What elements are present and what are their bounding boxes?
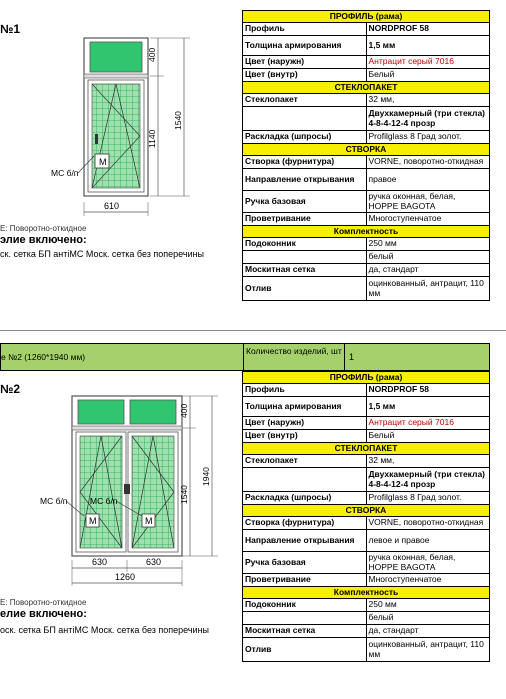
spec-value: 32 мм, — [366, 455, 490, 468]
spec-value: 1,5 мм — [366, 36, 490, 56]
spec-label: Профиль — [243, 23, 367, 36]
spec-label: Направление открывания — [243, 530, 367, 552]
dim-total: 1540 — [173, 111, 183, 130]
spec-value: Антрацит серый 7016 — [366, 417, 490, 430]
spec-row — [243, 517, 490, 530]
transom-glass — [90, 42, 142, 72]
spec-value: Антрацит серый 7016 — [366, 56, 490, 69]
spec-value: Многоступенчатое — [366, 213, 490, 226]
spec-row — [243, 56, 490, 69]
mc-label: МС б/п — [40, 496, 68, 506]
spec-label: Проветривание — [243, 213, 367, 226]
spec-row — [243, 625, 490, 638]
section-header-text: СТЕКЛОПАКЕТ — [243, 443, 490, 455]
section-header-text: СТВОРКА — [243, 505, 490, 517]
dim-right: 630 — [146, 557, 162, 567]
dim-left: 630 — [92, 557, 108, 567]
spec-label: Профиль — [243, 384, 367, 397]
mosquito-label: М — [145, 516, 153, 526]
spec-row — [243, 384, 490, 397]
spec-value: NORDPROF 58 — [366, 23, 490, 36]
spec-label — [243, 251, 367, 264]
spec-row — [243, 213, 490, 226]
spec-row — [243, 552, 490, 574]
spec-row — [243, 191, 490, 213]
spec-value: белый — [366, 612, 490, 625]
dim-width: 610 — [104, 201, 120, 211]
spec-label: Толщина армирования — [243, 36, 367, 56]
spec-value: Белый — [366, 69, 490, 82]
spec-label: Подоконник — [243, 599, 367, 612]
spec-row — [243, 238, 490, 251]
spec-label — [243, 468, 367, 492]
spec-row — [243, 417, 490, 430]
spec-row — [243, 455, 490, 468]
spec-value: белый — [366, 251, 490, 264]
spec-value: Profilglass 8 Град золот. — [366, 492, 490, 505]
section-header-text: Комплектность — [243, 587, 490, 599]
spec-label: Стеклопакет — [243, 94, 367, 107]
spec-value: Двухкамерный (три стекла) 4-8-4-12-4 прозр — [366, 107, 490, 131]
spec-section-header — [243, 587, 490, 599]
sash-glass — [92, 84, 140, 188]
item-caption: е №2 (1260*1940 мм) — [1, 352, 86, 362]
dim-top: 400 — [179, 403, 189, 418]
spec-label — [243, 107, 367, 131]
spec-label: Направление открывания — [243, 169, 367, 191]
spec-label: Раскладка (шпросы) — [243, 131, 367, 144]
spec-section-header — [243, 505, 490, 517]
spec-label: Цвет (наружн) — [243, 56, 367, 69]
spec-row — [243, 264, 490, 277]
transom-glass-left — [78, 400, 124, 424]
spec-table-1 — [242, 10, 490, 301]
spec-label: Цвет (наружн) — [243, 417, 367, 430]
spec-value: оцинкованный, антрацит, 110 мм — [366, 277, 490, 301]
spec-value: левое и правое — [366, 530, 490, 552]
spec-value: Многоступенчатое — [366, 574, 490, 587]
spec-row — [243, 23, 490, 36]
order-panel-2 — [0, 340, 506, 699]
qty-value: 1 — [349, 352, 355, 362]
spec-row — [243, 156, 490, 169]
spec-row — [243, 612, 490, 625]
spec-label — [243, 612, 367, 625]
spec-row — [243, 169, 490, 191]
spec-label: Створка (фурнитура) — [243, 156, 367, 169]
opening-type-note: Е: Поворотно-откидное — [0, 598, 87, 607]
spec-section-header — [243, 372, 490, 384]
mosquito-label: М — [89, 516, 97, 526]
spec-row — [243, 430, 490, 443]
spec-label: Подоконник — [243, 238, 367, 251]
spec-value: 32 мм, — [366, 94, 490, 107]
dim-top: 400 — [147, 47, 157, 62]
spec-label: Отлив — [243, 277, 367, 301]
spec-row — [243, 468, 490, 492]
handle-icon — [124, 484, 130, 494]
spec-value: правое — [366, 169, 490, 191]
spec-row — [243, 574, 490, 587]
spec-value: Белый — [366, 430, 490, 443]
spec-row — [243, 397, 490, 417]
spec-label: Ручка базовая — [243, 552, 367, 574]
mc-label: МС б/п — [51, 168, 79, 178]
dim-middle: 1140 — [147, 129, 157, 148]
spec-value: 250 мм — [366, 238, 490, 251]
qty-label: Количество изделий, шт — [243, 344, 345, 370]
spec-label: Раскладка (шпросы) — [243, 492, 367, 505]
section-header-text: Комплектность — [243, 226, 490, 238]
spec-row — [243, 530, 490, 552]
spec-value: да, стандарт — [366, 625, 490, 638]
spec-section-header — [243, 82, 490, 94]
spec-value: Profilglass 8 Град золот. — [366, 131, 490, 144]
spec-row — [243, 36, 490, 56]
included-label: элие включено: — [0, 234, 87, 246]
opening-type-note: Е: Поворотно-откидное — [0, 224, 87, 233]
spec-label: Стеклопакет — [243, 455, 367, 468]
item-caption-bar — [0, 343, 490, 371]
spec-value: VORNE, поворотно-откидная — [366, 156, 490, 169]
spec-row — [243, 94, 490, 107]
dim-width: 1260 — [115, 572, 136, 582]
section-header-text: СТВОРКА — [243, 144, 490, 156]
included-label: елие включено: — [0, 608, 87, 620]
page-separator — [0, 330, 506, 331]
spec-value: NORDPROF 58 — [366, 384, 490, 397]
spec-row — [243, 599, 490, 612]
spec-section-header — [243, 11, 490, 23]
spec-value: VORNE, поворотно-откидная — [366, 517, 490, 530]
spec-value: ручка оконная, белая, HOPPE BAGOTA — [366, 552, 490, 574]
spec-label: Ручка базовая — [243, 191, 367, 213]
section-header-text: ПРОФИЛЬ (рама) — [243, 11, 490, 23]
transom-glass-right — [130, 400, 176, 424]
item-title: №2 — [0, 382, 21, 396]
dim-total: 1940 — [201, 467, 211, 486]
item-title: №1 — [0, 22, 21, 36]
mosquito-label: М — [99, 157, 107, 167]
spec-section-header — [243, 226, 490, 238]
spec-value: да, стандарт — [366, 264, 490, 277]
order-panel-1 — [0, 0, 506, 318]
window-drawing-2 — [0, 388, 240, 620]
spec-label: Москитная сетка — [243, 625, 367, 638]
spec-value: Двухкамерный (три стекла) 4-8-4-12-4 прозр — [366, 468, 490, 492]
spec-row — [243, 107, 490, 131]
spec-label: Отлив — [243, 638, 367, 662]
spec-label: Створка (фурнитура) — [243, 517, 367, 530]
spec-label: Толщина армирования — [243, 397, 367, 417]
section-header-text: ПРОФИЛЬ (рама) — [243, 372, 490, 384]
spec-label: Москитная сетка — [243, 264, 367, 277]
spec-row — [243, 638, 490, 662]
spec-value: 1,5 мм — [366, 397, 490, 417]
spec-table-2 — [242, 371, 490, 662]
spec-row — [243, 492, 490, 505]
included-text: ск. сетка БП антіМС Моск. сетка без поперечины — [0, 249, 205, 259]
spec-label: Цвет (внутр) — [243, 430, 367, 443]
spec-label: Цвет (внутр) — [243, 69, 367, 82]
spec-row — [243, 251, 490, 264]
spec-value: ручка оконная, белая, HOPPE BAGOTA — [366, 191, 490, 213]
section-header-text: СТЕКЛОПАКЕТ — [243, 82, 490, 94]
spec-label: Проветривание — [243, 574, 367, 587]
included-text: оск. сетка БП антіМС Моск. сетка без поперечины — [0, 625, 210, 635]
spec-row — [243, 69, 490, 82]
window-drawing-1 — [0, 30, 240, 240]
spec-row — [243, 131, 490, 144]
spec-value: оцинкованный, антрацит, 110 мм — [366, 638, 490, 662]
handle-icon — [95, 134, 98, 144]
spec-section-header — [243, 443, 490, 455]
spec-row — [243, 277, 490, 301]
mc-label: МС б/п — [90, 496, 118, 506]
spec-value: 250 мм — [366, 599, 490, 612]
dim-middle: 1540 — [179, 485, 189, 504]
spec-section-header — [243, 144, 490, 156]
